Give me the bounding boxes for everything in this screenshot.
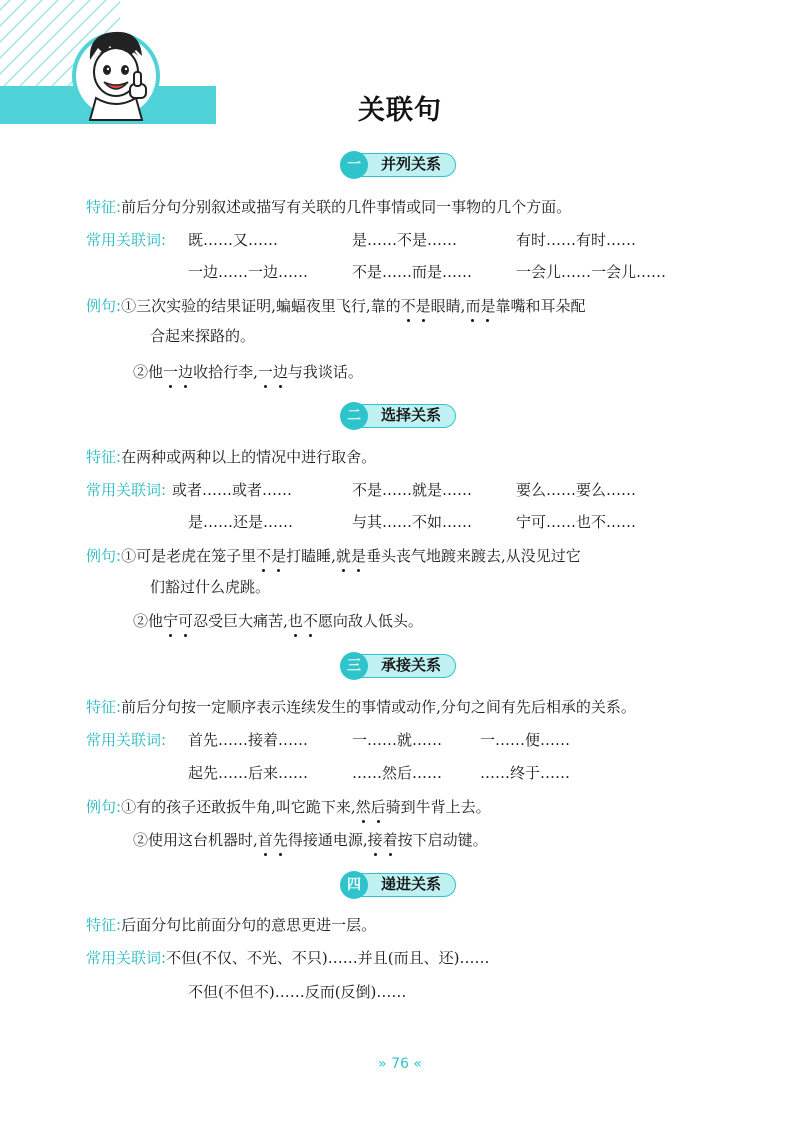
example-line: 例句:①可是老虎在笼子里不是打瞌睡,就是垂头丧气地踱来踱去,从没见过它	[86, 547, 581, 565]
feature-line: 特征:前后分句按一定顺序表示连续发生的事情或动作,分句之间有先后相承的关系。	[86, 698, 636, 716]
connective: 要么……要么……	[516, 481, 637, 499]
example-line	[133, 611, 423, 631]
connective: 或者……或者……	[172, 481, 293, 499]
example-number: ②	[133, 612, 149, 630]
example-text: 他一边收拾行李,一边与我谈话。	[148, 363, 363, 381]
example-text: 可是老虎在笼子里不是打瞌睡,就是垂头丧气地踱来踱去,从没见过它	[136, 547, 581, 565]
example-number: ①	[121, 547, 137, 565]
connective: 一会儿……一会儿……	[516, 263, 667, 281]
example-text: 合起来探路的。	[150, 327, 256, 345]
connective: 一边……一边……	[188, 263, 309, 281]
feature-line: 特征:前后分句分别叙述或描写有关联的几件事情或同一事物的几个方面。	[86, 198, 572, 216]
connective: 不但(不仅、不光、不只)……并且(而且、还)……	[166, 949, 490, 967]
section-title: 递进关系	[346, 873, 456, 897]
connectives-label: 常用关联词	[86, 231, 162, 249]
feature-text: 前后分句按一定顺序表示连续发生的事情或动作,分句之间有先后相承的关系。	[121, 698, 636, 716]
feature-line: 特征:在两种或两种以上的情况中进行取舍。	[86, 448, 377, 466]
connective: 一……便……	[480, 731, 571, 749]
section-number: 一	[340, 151, 368, 179]
feature-label: 特征	[86, 916, 117, 934]
example-number: ①	[121, 798, 137, 816]
section-number: 三	[340, 652, 368, 680]
example-label: 例句	[86, 547, 117, 565]
connective: 首先……接着……	[188, 731, 309, 749]
page-number	[0, 1056, 800, 1072]
example-number: ①	[121, 297, 137, 315]
connective: 不是……而是……	[352, 263, 473, 281]
section-number: 二	[340, 402, 368, 430]
arrow-left-icon: «	[413, 1056, 422, 1072]
section-heading-coordinate	[340, 151, 480, 179]
example-number: ②	[133, 831, 149, 849]
connectives-label: 常用关联词	[86, 731, 162, 749]
section-heading	[340, 871, 480, 899]
feature-text: 后面分句比前面分句的意思更进一层。	[121, 916, 377, 934]
connective: 起先……后来……	[188, 764, 309, 782]
example-line: 例句:①三次实验的结果证明,蝙蝠夜里飞行,靠的不是眼睛,而是靠嘴和耳朵配	[86, 297, 586, 315]
example-label: 例句	[86, 297, 117, 315]
section-heading	[340, 402, 480, 430]
feature-label: 特征	[86, 198, 117, 216]
arrow-right-icon: »	[378, 1056, 387, 1072]
example-text: 使用这台机器时,首先得接通电源,接着按下启动键。	[148, 831, 488, 849]
page-title: 关联句	[358, 95, 442, 126]
feature-text: 在两种或两种以上的情况中进行取舍。	[121, 448, 377, 466]
connectives-line: 常用关联词:不但(不仅、不光、不只)……并且(而且、还)……	[86, 949, 490, 967]
example-line: 例句:①有的孩子还敢扳牛角,叫它跪下来,然后骑到牛背上去。	[86, 798, 491, 816]
connectives-label: 常用关联词	[86, 949, 162, 967]
example-text: 三次实验的结果证明,蝙蝠夜里飞行,靠的不是眼睛,而是靠嘴和耳朵配	[136, 297, 586, 315]
connective: 有时……有时……	[516, 231, 637, 249]
example-label: 例句	[86, 798, 117, 816]
page-number-value: 76	[391, 1056, 409, 1072]
feature-label: 特征	[86, 448, 117, 466]
connective: 一……就……	[352, 731, 443, 749]
connective: ……终于……	[480, 764, 571, 782]
connective: 宁可……也不……	[516, 513, 637, 531]
section-heading	[340, 652, 480, 680]
feature-label: 特征	[86, 698, 117, 716]
example-text: 们豁过什么虎跳。	[150, 578, 271, 596]
section-title: 并列关系	[346, 153, 456, 177]
feature-line: 特征:后面分句比前面分句的意思更进一层。	[86, 916, 377, 934]
example-line	[133, 830, 488, 850]
connectives-line: 常用关联词:	[86, 481, 167, 499]
section-title: 承接关系	[346, 654, 456, 678]
example-line	[133, 362, 363, 382]
example-text: 他宁可忍受巨大痛苦,也不愿向敌人低头。	[148, 612, 423, 630]
connective: 是……还是……	[188, 513, 294, 531]
connective: 与其……不如……	[352, 513, 473, 531]
example-number: ②	[133, 363, 149, 381]
connective: 既……又……	[188, 231, 279, 249]
connectives-line: 常用关联词:	[86, 231, 167, 249]
section-title: 选择关系	[346, 404, 456, 428]
connective: ……然后……	[352, 764, 443, 782]
connective: 是……不是……	[352, 231, 458, 249]
section-number: 四	[340, 871, 368, 899]
feature-text: 前后分句分别叙述或描写有关联的几件事情或同一事物的几个方面。	[121, 198, 572, 216]
connectives-label: 常用关联词	[86, 481, 162, 499]
connective: 不是……就是……	[352, 481, 473, 499]
example-text: 有的孩子还敢扳牛角,叫它跪下来,然后骑到牛背上去。	[136, 798, 491, 816]
connective: 不但(不但不)……反而(反倒)……	[188, 983, 407, 1001]
connectives-line: 常用关联词:	[86, 731, 167, 749]
